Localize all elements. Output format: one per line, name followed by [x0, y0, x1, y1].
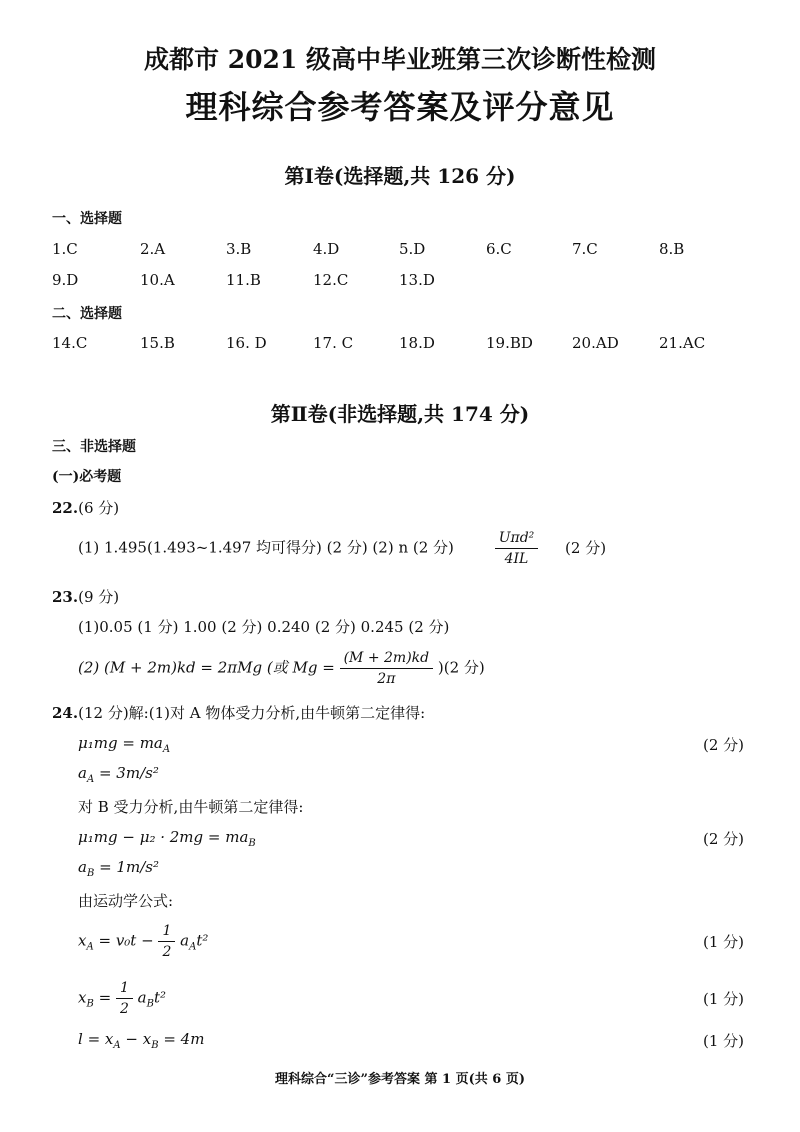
answer-item: 13.D [399, 271, 435, 289]
answer-item: 8.B [659, 240, 685, 258]
answer-item: 10.A [140, 271, 175, 289]
equation-subscript: B [248, 838, 256, 849]
q24-equation-1 [78, 734, 170, 755]
equation-subscript: A [189, 941, 197, 953]
answer-item: 1.C [52, 240, 78, 258]
answer-item: 4.D [313, 240, 340, 258]
question-points: (12 分) [78, 704, 129, 722]
equation-text: a [180, 931, 190, 950]
answer-item: 3.B [226, 240, 252, 258]
q24-score-7: (1 分) [702, 1032, 744, 1050]
q22-fraction [495, 530, 539, 567]
equation-text: = 1m/s² [99, 858, 159, 876]
fraction-numerator: 1 [116, 980, 133, 999]
fraction-denominator: 2 [162, 944, 172, 960]
equation-text: x [78, 988, 87, 1007]
equation-fraction [116, 980, 133, 1017]
answer-item: 19.BD [486, 334, 533, 352]
equation-text: a [78, 858, 87, 876]
q24-score-1: (2 分) [702, 736, 744, 754]
answer-item: 11.B [226, 271, 261, 289]
question-number: 22. [52, 499, 79, 517]
equation-text: − x [120, 1030, 152, 1048]
q22-header [52, 497, 119, 518]
q24-equation-3 [78, 828, 256, 849]
answer-item: 17. C [313, 334, 354, 352]
fraction-denominator: 2 [119, 1001, 129, 1017]
q23-equation: (2) (M + 2m)kd = 2πMg (或 Mg = [78, 658, 335, 677]
answer-item: 12.C [313, 271, 349, 289]
q22-score: (2 分) [565, 538, 607, 557]
section3-label: 三、非选择题 [52, 439, 136, 455]
q24-text-2: 对 B 受力分析,由牛顿第二定律得: [78, 798, 304, 816]
q24-equation-7 [78, 1030, 204, 1051]
equation-subscript: A [86, 941, 94, 953]
question-number: 23. [52, 588, 79, 606]
q23-score: )(2 分) [437, 658, 485, 677]
equation-subscript: A [113, 1040, 121, 1051]
part1-title: 第Ⅰ卷(选择题,共 126 分) [284, 164, 516, 188]
equation-text: = 4m [158, 1030, 205, 1048]
fraction-denominator: 2π [377, 671, 396, 687]
equation-subscript: B [146, 998, 154, 1010]
equation-text: l = x [78, 1030, 114, 1048]
equation-subscript: B [86, 868, 95, 879]
document-subtitle: 理科综合参考答案及评分意见 [185, 88, 615, 126]
question-points: (9 分) [78, 588, 120, 606]
q24-score-3: (2 分) [702, 830, 744, 848]
q24-equation-6 [78, 980, 166, 1017]
q24-header [52, 702, 425, 723]
answer-item: 16. D [226, 334, 267, 352]
equation-text: t² [196, 931, 209, 950]
answer-item: 2.A [140, 240, 166, 258]
equation-text: x [78, 931, 87, 950]
equation-text: = 3m/s² [98, 764, 159, 782]
answer-item: 5.D [399, 240, 426, 258]
section2-label: 二、选择题 [52, 306, 122, 322]
answer-item: 14.C [52, 334, 88, 352]
q23-header [52, 586, 119, 607]
equation-subscript: B [86, 998, 94, 1010]
q24-equation-5 [78, 923, 208, 960]
answer-item: 6.C [486, 240, 512, 258]
part2-title: 第Ⅱ卷(非选择题,共 174 分) [270, 402, 530, 426]
equation-subscript: B [151, 1040, 159, 1051]
q24-equation-4 [78, 858, 159, 879]
equation-text: a [78, 764, 87, 782]
q22-answer-line [78, 530, 606, 567]
question-points: (6 分) [78, 499, 120, 517]
q23-fraction [340, 650, 434, 687]
equation-text: = v₀t − [98, 931, 154, 950]
q24-text-3: 由运动学公式: [78, 892, 174, 910]
answer-item: 9.D [52, 271, 79, 289]
equation-fraction [158, 923, 175, 960]
q22-answer-text: (1) 1.495(1.493~1.497 均可得分) (2 分) (2) n (2 分) [78, 538, 454, 557]
question-number: 24. [52, 704, 79, 722]
q24-score-6: (1 分) [702, 990, 744, 1008]
answer-item: 18.D [399, 334, 435, 352]
answer-item: 20.AD [572, 334, 619, 352]
page-footer: 理科综合“三诊”参考答案 第 1 页(共 6 页) [275, 1072, 525, 1087]
equation-text: μ₁mg − μ₂ · 2mg = ma [78, 828, 249, 846]
q24-intro: 解:(1)对 A 物体受力分析,由牛顿第二定律得: [128, 704, 426, 722]
equation-subscript: A [162, 744, 171, 755]
answer-item: 21.AC [659, 334, 706, 352]
fraction-denominator: 4IL [504, 551, 529, 567]
fraction-numerator: (M + 2m)kd [340, 650, 434, 669]
document-title: 成都市 2021 级高中毕业班第三次诊断性检测 [144, 45, 656, 74]
section1-label: 一、选择题 [52, 211, 122, 227]
answer-item: 15.B [140, 334, 175, 352]
fraction-numerator: Uπd² [495, 530, 539, 549]
q23-answer-line-2 [78, 650, 485, 687]
q24-equation-2 [78, 764, 159, 785]
fraction-numerator: 1 [158, 923, 175, 942]
equation-text: a [137, 988, 147, 1007]
q23-answer-line-1: (1)0.05 (1 分) 1.00 (2 分) 0.240 (2 分) 0.245 (2 分) [78, 618, 450, 636]
equation-subscript: A [86, 774, 95, 785]
equation-text: t² [153, 988, 167, 1007]
subsection-label: (一)必考题 [52, 469, 122, 485]
equation-text: = [98, 988, 112, 1007]
equation-text: μ₁mg = ma [78, 734, 163, 752]
q24-score-5: (1 分) [702, 933, 744, 951]
answer-item: 7.C [572, 240, 598, 258]
